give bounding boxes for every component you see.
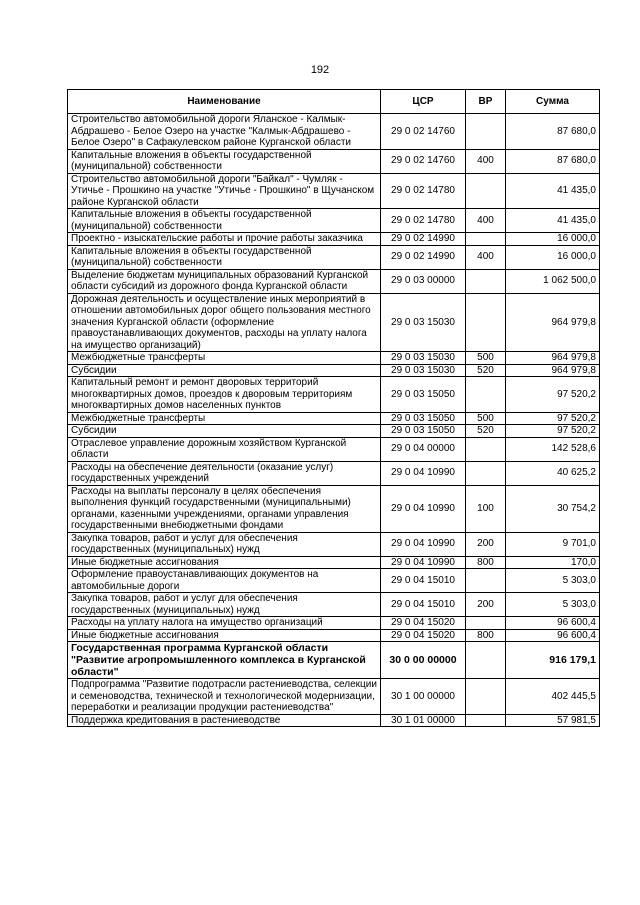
row-csr-cell: 29 0 02 14780 — [381, 173, 466, 209]
table-row — [68, 593, 600, 617]
table-row — [68, 293, 600, 352]
row-name-cell: Капитальный ремонт и ремонт дворовых территорий многоквартирных домов, проездов к дворовым территориям многоквартирных домов населенных пунктов — [68, 377, 381, 413]
row-vr-cell: 400 — [466, 149, 506, 173]
row-sum-cell: 41 435,0 — [506, 173, 600, 209]
row-csr-cell: 29 0 02 14990 — [381, 233, 466, 246]
row-sum-cell: 30 754,2 — [506, 485, 600, 532]
header-csr: ЦСР — [381, 90, 466, 114]
row-csr-cell: 29 0 03 15030 — [381, 293, 466, 352]
table-body — [68, 114, 600, 727]
row-sum-cell: 16 000,0 — [506, 233, 600, 246]
row-csr-cell: 30 1 00 00000 — [381, 679, 466, 715]
row-name-cell: Иные бюджетные ассигнования — [68, 556, 381, 569]
row-csr-cell: 29 0 04 15020 — [381, 629, 466, 642]
row-vr-cell — [466, 269, 506, 293]
table-row — [68, 352, 600, 365]
row-csr-cell: 29 0 02 14990 — [381, 245, 466, 269]
row-name-cell: Выделение бюджетам муниципальных образований Курганской области субсидий из дорожного фонда Курганской области — [68, 269, 381, 293]
table-row — [68, 485, 600, 532]
row-name-cell: Межбюджетные трансферты — [68, 352, 381, 365]
row-vr-cell — [466, 173, 506, 209]
header-name: Наименование — [68, 90, 381, 114]
row-name-cell: Государственная программа Курганской области "Развитие агропромышленного комплекса в Курганской области" — [68, 642, 381, 679]
row-sum-cell: 87 680,0 — [506, 149, 600, 173]
row-vr-cell: 400 — [466, 209, 506, 233]
row-name-cell: Расходы на обеспечение деятельности (оказание услуг) государственных учреждений — [68, 461, 381, 485]
row-vr-cell — [466, 293, 506, 352]
row-name-cell: Поддержка кредитования в растениеводстве — [68, 714, 381, 727]
row-name-cell: Строительство автомобильной дороги "Байкал" - Чумляк - Утичье - Прошкино на участке "Утичье - Прошкино" в Щучанском районе Курганской области — [68, 173, 381, 209]
row-vr-cell: 400 — [466, 245, 506, 269]
row-csr-cell: 29 0 03 15050 — [381, 412, 466, 425]
row-sum-cell: 97 520,2 — [506, 425, 600, 438]
row-vr-cell — [466, 377, 506, 413]
row-csr-cell: 29 0 03 00000 — [381, 269, 466, 293]
row-csr-cell: 29 0 03 15030 — [381, 352, 466, 365]
row-csr-cell: 29 0 04 00000 — [381, 437, 466, 461]
table-row — [68, 437, 600, 461]
row-vr-cell: 500 — [466, 352, 506, 365]
row-name-cell: Строительство автомобильной дороги Яланское - Калмык-Абдрашево - Белое Озеро на участке "Калмык-Абдрашево - Белое Озеро" в Сафакулевском районе Курганской области — [68, 114, 381, 150]
row-csr-cell: 29 0 04 10990 — [381, 532, 466, 556]
row-vr-cell: 200 — [466, 593, 506, 617]
budget-table — [67, 89, 600, 727]
row-name-cell: Проектно - изыскательские работы и прочие работы заказчика — [68, 233, 381, 246]
row-sum-cell: 964 979,8 — [506, 352, 600, 365]
table-header-row — [68, 90, 600, 114]
row-vr-cell — [466, 437, 506, 461]
table-row — [68, 642, 600, 679]
row-sum-cell: 97 520,2 — [506, 412, 600, 425]
row-sum-cell: 87 680,0 — [506, 114, 600, 150]
row-sum-cell: 40 625,2 — [506, 461, 600, 485]
row-vr-cell — [466, 679, 506, 715]
table-row — [68, 173, 600, 209]
row-sum-cell: 964 979,8 — [506, 364, 600, 377]
table-row — [68, 149, 600, 173]
row-sum-cell: 96 600,4 — [506, 617, 600, 630]
row-vr-cell: 800 — [466, 629, 506, 642]
row-sum-cell: 97 520,2 — [506, 377, 600, 413]
row-name-cell: Субсидии — [68, 425, 381, 438]
table-row — [68, 679, 600, 715]
row-vr-cell — [466, 617, 506, 630]
row-sum-cell: 57 981,5 — [506, 714, 600, 727]
row-sum-cell: 402 445,5 — [506, 679, 600, 715]
header-sum: Сумма — [506, 90, 600, 114]
page-number: 192 — [310, 64, 330, 76]
row-csr-cell: 29 0 04 10990 — [381, 485, 466, 532]
row-sum-cell: 5 303,0 — [506, 593, 600, 617]
row-sum-cell: 964 979,8 — [506, 293, 600, 352]
row-vr-cell: 520 — [466, 364, 506, 377]
row-vr-cell: 100 — [466, 485, 506, 532]
table-row — [68, 617, 600, 630]
row-sum-cell: 16 000,0 — [506, 245, 600, 269]
row-csr-cell: 29 0 04 10990 — [381, 461, 466, 485]
row-csr-cell: 29 0 04 15020 — [381, 617, 466, 630]
row-name-cell: Капитальные вложения в объекты государственной (муниципальной) собственности — [68, 149, 381, 173]
row-csr-cell: 29 0 02 14780 — [381, 209, 466, 233]
row-sum-cell: 170,0 — [506, 556, 600, 569]
row-csr-cell: 29 0 03 15030 — [381, 364, 466, 377]
table-row — [68, 269, 600, 293]
row-csr-cell: 29 0 03 15050 — [381, 377, 466, 413]
table-row — [68, 412, 600, 425]
row-vr-cell — [466, 114, 506, 150]
row-vr-cell — [466, 642, 506, 679]
row-sum-cell: 9 701,0 — [506, 532, 600, 556]
row-vr-cell — [466, 233, 506, 246]
row-sum-cell: 916 179,1 — [506, 642, 600, 679]
row-name-cell: Отраслевое управление дорожным хозяйством Курганской области — [68, 437, 381, 461]
table-row — [68, 364, 600, 377]
table-row — [68, 461, 600, 485]
table-row — [68, 569, 600, 593]
table-row — [68, 532, 600, 556]
table-row — [68, 209, 600, 233]
row-csr-cell: 30 1 01 00000 — [381, 714, 466, 727]
table-row — [68, 233, 600, 246]
row-name-cell: Капитальные вложения в объекты государственной (муниципальной) собственности — [68, 245, 381, 269]
row-name-cell: Субсидии — [68, 364, 381, 377]
row-vr-cell: 800 — [466, 556, 506, 569]
row-name-cell: Иные бюджетные ассигнования — [68, 629, 381, 642]
row-csr-cell: 30 0 00 00000 — [381, 642, 466, 679]
table-row — [68, 556, 600, 569]
row-name-cell: Дорожная деятельность и осуществление иных мероприятий в отношении автомобильных дорог общего пользования местного значения Курганской области (оформление правоустанавливающих документов, расходы на уплату налога на имущество организаций) — [68, 293, 381, 352]
row-vr-cell — [466, 714, 506, 727]
row-name-cell: Оформление правоустанавливающих документов на автомобильные дороги — [68, 569, 381, 593]
row-name-cell: Межбюджетные трансферты — [68, 412, 381, 425]
row-csr-cell: 29 0 04 15010 — [381, 593, 466, 617]
row-csr-cell: 29 0 02 14760 — [381, 114, 466, 150]
row-vr-cell: 200 — [466, 532, 506, 556]
table-row — [68, 425, 600, 438]
row-sum-cell: 96 600,4 — [506, 629, 600, 642]
table-row — [68, 245, 600, 269]
row-csr-cell: 29 0 04 15010 — [381, 569, 466, 593]
table-row — [68, 114, 600, 150]
row-name-cell: Расходы на выплаты персоналу в целях обеспечения выполнения функций государственными (муниципальными) органами, казенными учреждениями, органами управления государственными внебюджетными фондами — [68, 485, 381, 532]
row-vr-cell — [466, 461, 506, 485]
row-name-cell: Расходы на уплату налога на имущество организаций — [68, 617, 381, 630]
row-sum-cell: 5 303,0 — [506, 569, 600, 593]
row-name-cell: Закупка товаров, работ и услуг для обеспечения государственных (муниципальных) нужд — [68, 593, 381, 617]
row-csr-cell: 29 0 03 15050 — [381, 425, 466, 438]
row-sum-cell: 41 435,0 — [506, 209, 600, 233]
row-sum-cell: 1 062 500,0 — [506, 269, 600, 293]
header-vr: ВР — [466, 90, 506, 114]
row-vr-cell: 500 — [466, 412, 506, 425]
row-name-cell: Подпрограмма "Развитие подотрасли растениеводства, селекции и семеноводства, технической и технологической модернизации, переработки и реализации продукции растениеводства" — [68, 679, 381, 715]
row-sum-cell: 142 528,6 — [506, 437, 600, 461]
row-vr-cell — [466, 569, 506, 593]
row-vr-cell: 520 — [466, 425, 506, 438]
table-row — [68, 714, 600, 727]
table-row — [68, 629, 600, 642]
row-csr-cell: 29 0 02 14760 — [381, 149, 466, 173]
row-name-cell: Капитальные вложения в объекты государственной (муниципальной) собственности — [68, 209, 381, 233]
row-name-cell: Закупка товаров, работ и услуг для обеспечения государственных (муниципальных) нужд — [68, 532, 381, 556]
table-row — [68, 377, 600, 413]
row-csr-cell: 29 0 04 10990 — [381, 556, 466, 569]
